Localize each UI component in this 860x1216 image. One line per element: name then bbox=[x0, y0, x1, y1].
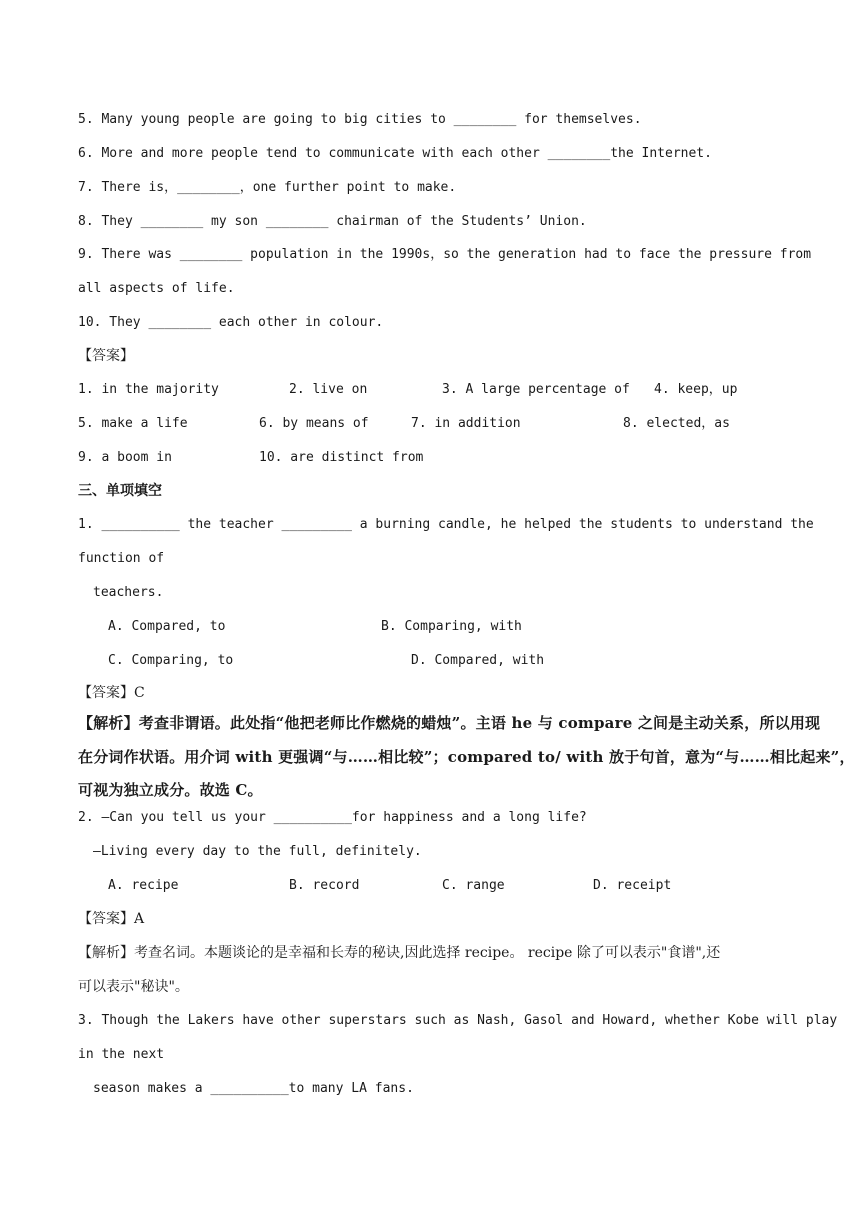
mc-question-2-analysis-line2: 可以表示"秘诀"。 bbox=[78, 979, 189, 995]
mc-question-2-line1: 2. —Can you tell us your __________for happiness and a long life? bbox=[78, 810, 587, 825]
mc-question-1-answer: 【答案】C bbox=[78, 685, 145, 701]
mc-question-1-analysis-line2: 在分词作状语。用介词 with 更强调“与……相比较”；compared to/ with 放于句首，意为“与……相比起来”， bbox=[78, 748, 855, 766]
question-6: 6. More and more people tend to communicate with each other ________the Internet. bbox=[78, 146, 712, 161]
question-9-line2: all aspects of life. bbox=[78, 281, 235, 296]
question-10: 10. They ________ each other in colour. bbox=[78, 315, 384, 330]
answer-item-6: 6. by means of bbox=[259, 416, 369, 431]
question-8: 8. They ________ my son ________ chairman of the Students’ Union. bbox=[78, 214, 587, 229]
mc-question-1-option-b: B. Comparing, with bbox=[381, 619, 522, 634]
mc-question-1-analysis-line1: 【解析】考查非谓语。此处指“他把老师比作燃烧的蜡烛”。主语 he 与 compare 之间是主动关系，所以用现 bbox=[78, 714, 821, 732]
mc-question-2-option-c: C. range bbox=[442, 878, 505, 893]
question-5: 5. Many young people are going to big cities to ________ for themselves. bbox=[78, 112, 642, 127]
mc-question-1-option-a: A. Compared, to bbox=[108, 619, 226, 634]
mc-question-1-analysis-line3: 可视为独立成分。故选 C。 bbox=[78, 781, 263, 799]
mc-question-3-line3: season makes a __________to many LA fans. bbox=[93, 1081, 414, 1096]
answer-item-5: 5. make a life bbox=[78, 416, 188, 431]
answer-label: 【答案】 bbox=[78, 348, 134, 364]
mc-question-1-option-d: D. Compared, with bbox=[411, 653, 545, 668]
mc-question-3-line1: 3. Though the Lakers have other superstars such as Nash, Gasol and Howard, whether Kobe will play bbox=[78, 1013, 838, 1028]
mc-question-2-option-a: A. recipe bbox=[108, 878, 179, 893]
mc-question-2-option-d: D. receipt bbox=[593, 878, 672, 893]
mc-question-2-analysis-line1: 【解析】考查名词。本题谈论的是幸福和长寿的秘诀,因此选择 recipe。 recipe 除了可以表示"食谱",还 bbox=[78, 945, 721, 961]
mc-question-1-option-c: C. Comparing, to bbox=[108, 653, 234, 668]
question-7: 7. There is，________，one further point to make. bbox=[78, 180, 457, 195]
answer-item-4: 4. keep，up bbox=[654, 382, 738, 397]
mc-question-1-line1: 1. __________ the teacher _________ a burning candle, he helped the students to understand the bbox=[78, 517, 814, 532]
answer-item-1: 1. in the majority bbox=[78, 382, 219, 397]
answer-item-2: 2. live on bbox=[289, 382, 368, 397]
answer-item-7: 7. in addition bbox=[411, 416, 521, 431]
section-heading: 三、单项填空 bbox=[78, 483, 162, 499]
mc-question-2-option-b: B. record bbox=[289, 878, 360, 893]
answer-item-10: 10. are distinct from bbox=[259, 450, 424, 465]
question-9-line1: 9. There was ________ population in the 1990s，so the generation had to face the pressure from bbox=[78, 247, 812, 262]
mc-question-2-answer: 【答案】A bbox=[78, 911, 145, 927]
mc-question-2-line2: —Living every day to the full, definitely. bbox=[93, 844, 422, 859]
mc-question-1-line3: teachers. bbox=[93, 585, 164, 600]
answer-item-3: 3. A large percentage of bbox=[442, 382, 630, 397]
answer-item-8: 8. elected，as bbox=[623, 416, 730, 431]
mc-question-1-line2: function of bbox=[78, 551, 165, 566]
answer-item-9: 9. a boom in bbox=[78, 450, 172, 465]
mc-question-3-line2: in the next bbox=[78, 1047, 165, 1062]
